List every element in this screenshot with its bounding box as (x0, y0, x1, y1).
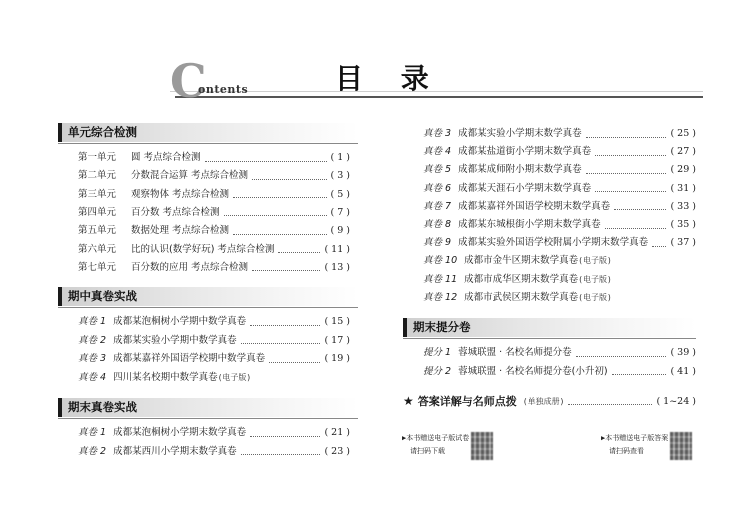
toc-row-prefix: 真卷 7 (423, 200, 452, 212)
toc-row[interactable] (423, 364, 696, 380)
toc-row-title: 成都某东城根街小学期末数学真卷 (458, 219, 601, 230)
toc-row[interactable] (78, 223, 350, 239)
toc-row-title: 圆 考点综合检测 (131, 152, 201, 163)
toc-row-prefix: 第七单元 (78, 261, 117, 273)
dot-leader (252, 179, 326, 180)
toc-row-prefix: 真卷 1 (78, 316, 107, 327)
toc-row-title: 成都市武侯区期末数学真卷 (464, 291, 579, 303)
toc-row-title: 百分数的应用 考点综合检测 (131, 261, 249, 273)
toc-row-page: ( 41 ) (670, 365, 696, 377)
toc-row-title: 成都某嘉祥外国语学校期末数学真卷 (458, 200, 611, 212)
dot-leader (586, 137, 667, 138)
section-header-unit (58, 123, 358, 142)
toc-row[interactable] (78, 314, 350, 330)
toc-row-title: 分数混合运算 考点综合检测 (131, 170, 249, 182)
section-underline (58, 143, 358, 144)
toc-row-title: 成都某实验小学期末数学真卷 (458, 128, 582, 139)
toc-row[interactable] (78, 205, 350, 221)
dot-leader (614, 209, 666, 210)
toc-row[interactable] (423, 235, 696, 251)
answer-row (403, 392, 696, 410)
toc-row-title: 成都某盐道街小学期末数学真卷 (458, 146, 592, 158)
toc-row-prefix: 真卷 3 (423, 128, 452, 139)
toc-row-title: 成都某天涯石小学期末数学真卷 (458, 182, 592, 194)
toc-row[interactable] (423, 345, 696, 361)
toc-row-page: ( 27 ) (670, 146, 696, 158)
toc-row[interactable] (78, 370, 350, 386)
toc-row[interactable] (78, 168, 350, 184)
toc-row-page: ( 7 ) (330, 206, 350, 218)
toc-row[interactable] (423, 253, 696, 269)
dot-leader (576, 356, 667, 357)
toc-row-electronic-tag: (电子版) (578, 292, 612, 302)
toc-row[interactable] (78, 260, 350, 276)
toc-row-title: 成都某西川小学期末数学真卷 (113, 445, 237, 457)
toc-row[interactable] (423, 144, 696, 160)
dot-leader (250, 325, 320, 326)
section-bar (58, 123, 62, 142)
toc-row-page: ( 19 ) (324, 353, 350, 364)
toc-row-page: ( 15 ) (324, 316, 350, 327)
toc-row-prefix: 真卷 9 (423, 237, 452, 249)
toc-row-page: ( 13 ) (324, 261, 350, 273)
toc-row-prefix: 真卷 1 (78, 427, 107, 438)
toc-row[interactable] (78, 150, 350, 166)
toc-row-title: 蓉城联盟 · 名校名师提分卷(小升初) (458, 365, 608, 377)
dot-leader (252, 270, 320, 271)
section-title: 期末提分卷 (413, 320, 471, 334)
dot-leader (595, 155, 666, 156)
toc-row-title: 比的认识(数学好玩) 考点综合检测 (131, 243, 275, 255)
toc-row[interactable] (423, 162, 696, 178)
toc-row-title: 四川某名校期中数学真卷 (113, 371, 218, 383)
toc-row-title: 成都某实验小学期中数学真卷 (113, 334, 237, 346)
toc-row-prefix: 第一单元 (78, 152, 117, 163)
section-header-midterm (58, 287, 358, 306)
toc-row[interactable] (78, 242, 350, 258)
toc-row-page: ( 33 ) (670, 200, 696, 212)
toc-row-page: ( 21 ) (324, 427, 350, 438)
toc-row-page: ( 5 ) (330, 188, 350, 200)
section-header-boost (403, 318, 696, 337)
toc-row-title: 观察物体 考点综合检测 (131, 188, 230, 200)
dot-leader (233, 197, 326, 198)
dot-leader (568, 404, 652, 405)
toc-row[interactable] (78, 425, 350, 441)
toc-row-page: ( 17 ) (324, 334, 350, 346)
toc-row-prefix: 真卷 8 (423, 219, 452, 230)
note-line-2: 请扫码查看 (609, 447, 644, 455)
toc-row-page: ( 31 ) (670, 182, 696, 194)
toc-row-page: ( 35 ) (670, 219, 696, 230)
section-bar (58, 398, 62, 417)
toc-row-title: 成都某嘉祥外国语学校期中数学真卷 (113, 353, 266, 364)
toc-row-prefix: 第五单元 (78, 225, 117, 237)
toc-row-prefix: 提分 2 (423, 365, 452, 377)
toc-row-prefix: 真卷 4 (78, 371, 107, 383)
toc-row-prefix: 第二单元 (78, 170, 117, 182)
toc-row-page: ( 11 ) (324, 243, 350, 255)
toc-row-prefix: 提分 1 (423, 347, 452, 358)
section-header-final (58, 398, 358, 417)
toc-row-page: ( 9 ) (330, 225, 350, 237)
qr-code-icon[interactable] (670, 432, 692, 460)
contents-logo-initial: C (170, 54, 207, 108)
toc-row-prefix: 第四单元 (78, 206, 117, 218)
dot-leader (241, 343, 321, 344)
toc-row-prefix: 真卷 12 (423, 291, 458, 303)
dot-leader (205, 161, 327, 162)
answer-title: 答案详解与名师点拨 (417, 395, 517, 408)
section-underline (58, 307, 358, 308)
toc-row-title: 百分数 考点综合检测 (131, 206, 220, 218)
answer-page: ( 1~24 ) (656, 395, 696, 407)
section-title: 单元综合检测 (68, 125, 137, 139)
note-line-2: 请扫码下载 (410, 447, 445, 455)
toc-row[interactable] (423, 181, 696, 197)
dot-leader (595, 191, 666, 192)
section-title: 期末真卷实战 (68, 400, 137, 414)
toc-row-title: 成都某泡桐树小学期末数学真卷 (113, 427, 247, 438)
note-electronic-answers (601, 432, 692, 460)
toc-row-prefix: 真卷 3 (78, 353, 107, 364)
toc-row-title: 成都某成师附小期末数学真卷 (458, 164, 582, 176)
toc-row[interactable] (78, 351, 350, 367)
dot-leader (605, 228, 667, 229)
section-title: 期中真卷实战 (68, 289, 137, 303)
toc-row[interactable] (423, 290, 696, 306)
toc-row-page: ( 25 ) (670, 128, 696, 139)
toc-row[interactable] (423, 272, 696, 288)
section-underline (403, 338, 696, 339)
toc-row-page: ( 37 ) (670, 237, 696, 249)
toc-row-prefix: 真卷 10 (423, 255, 458, 267)
toc-row-prefix: 第三单元 (78, 188, 117, 200)
toc-row-title: 成都市金牛区期末数学真卷 (464, 255, 579, 267)
note-text (402, 432, 469, 458)
dot-leader (652, 246, 666, 247)
toc-row-title: 成都某实验外国语学校附属小学期末数学真卷 (458, 237, 649, 249)
toc-row[interactable] (78, 444, 350, 460)
qr-code-icon[interactable] (471, 432, 493, 460)
toc-row[interactable] (423, 217, 696, 233)
toc-row-page: ( 1 ) (330, 152, 350, 163)
note-text (601, 432, 668, 458)
toc-row[interactable] (78, 187, 350, 203)
note-line-1: ▶本书赠送电子版试卷 (402, 434, 470, 442)
note-line-1: ▶本书赠送电子版答案 (601, 434, 669, 442)
dot-leader (278, 252, 320, 253)
toc-row-prefix: 真卷 2 (78, 334, 107, 346)
star-icon: ★ (403, 394, 414, 408)
dot-leader (233, 234, 326, 235)
section-underline (58, 418, 358, 419)
toc-row-electronic-tag: (电子版) (578, 256, 612, 266)
toc-row-title: 成都市成华区期末数学真卷 (464, 273, 579, 285)
dot-leader (241, 454, 321, 455)
contents-logo-text: ontents (198, 83, 249, 96)
dot-leader (586, 173, 667, 174)
toc-row-prefix: 真卷 4 (423, 146, 452, 158)
toc-row-prefix: 真卷 2 (78, 445, 107, 457)
toc-row-prefix: 真卷 11 (423, 273, 458, 285)
toc-row-electronic-tag: (电子版) (578, 274, 612, 284)
answer-subtitle: (单独成册) (522, 396, 565, 406)
page-title: 目 录 (335, 62, 443, 95)
dot-leader (250, 436, 320, 437)
note-electronic-papers (402, 432, 493, 460)
toc-row-page: ( 23 ) (324, 445, 350, 457)
toc-row-electronic-tag: (电子版) (217, 372, 252, 382)
toc-row[interactable] (78, 333, 350, 349)
toc-row-title: 成都某泡桐树小学期中数学真卷 (113, 316, 247, 327)
toc-row-page: ( 29 ) (670, 164, 696, 176)
toc-row-page: ( 39 ) (670, 347, 696, 358)
dot-leader (224, 215, 327, 216)
toc-row-title: 蓉城联盟 · 名校名师提分卷 (458, 347, 572, 358)
dot-leader (612, 374, 667, 375)
toc-row-title: 数据处理 考点综合检测 (131, 225, 230, 237)
dot-leader (269, 362, 320, 363)
section-bar (58, 287, 62, 306)
section-bar (403, 318, 407, 337)
toc-row-prefix: 真卷 6 (423, 182, 452, 194)
toc-row[interactable] (423, 126, 696, 142)
toc-row-page: ( 3 ) (330, 170, 350, 182)
toc-row-prefix: 真卷 5 (423, 164, 452, 176)
toc-row-prefix: 第六单元 (78, 243, 117, 255)
toc-row[interactable] (423, 199, 696, 215)
